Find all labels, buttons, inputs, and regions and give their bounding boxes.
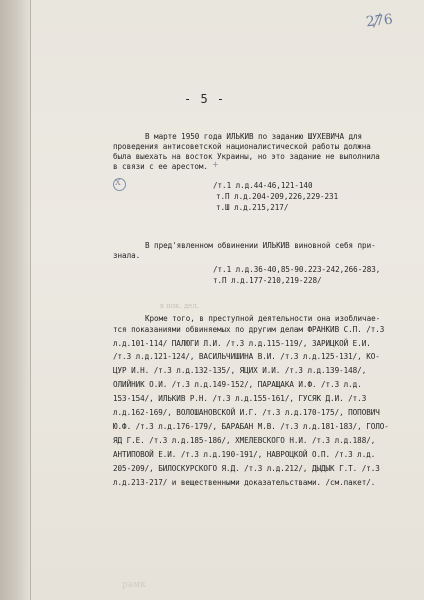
faint-bleedthrough-note: в пок. дел. [160, 302, 199, 310]
ref2-line-1: /т.1 л.д.36-40,85-90.223-242,266-283, [213, 265, 381, 274]
fold-line [30, 0, 31, 600]
para3-line-6: ОЛИЙНИК О.И. /т.3 л.д.149-152/, ПАРАЩАКА И.Ф. /т.3 л.д. [113, 380, 362, 389]
para3-line-13: л.д.213-217/ и вещественными доказательствами. /см.пакет/. [113, 478, 376, 487]
para3-line-4: /т.3 л.д.121-124/, ВАСИЛЬЧИШИНА В.И. /т.3 л.д.125-131/, КО- [113, 352, 380, 361]
para1-line-4: в связи с ее арестом. [113, 162, 208, 171]
para3-line-1: Кроме того, в преступной деятельности она изобличае- [145, 314, 381, 323]
para3-line-10: ЯД Г.Е. /т.3 л.д.185-186/, ХМЕЛЕВСКОГО Н.И. /т.3 л.д.188/, [113, 436, 376, 445]
page-number: - 5 - [184, 92, 226, 106]
para3-line-5: ЦУР И.Н. /т.3 л.д.132-135/, ЯЦИХ И.И. /т.3 л.д.139-148/, [113, 366, 367, 375]
para1-line-3: была выехать на восток Украины, но это задание не выполнила [113, 152, 380, 161]
para1-line-1: В марте 1950 года ИЛЬКИВ по заданию ШУХЕВИЧА для [145, 132, 363, 141]
binding-edge [0, 0, 30, 600]
pencil-plus-mark: + [212, 160, 219, 169]
para2-line-1: В пред'явленном обвинении ИЛЬКИВ виновной себя при- [145, 241, 376, 250]
faint-bottom-mark: рамк [122, 580, 146, 590]
para3-line-8: л.д.162-169/, ВОЛОШАНОВСКОЙ И.Г. /т.3 л.д.170-175/, ПОПОВИЧ [113, 408, 380, 417]
para3-line-9: Ю.Ф. /т.3 л.д.176-179/, БАРАБАН М.В. /т.3 л.д.181-183/, ГОЛО- [113, 422, 389, 431]
para2-line-2: знала. [113, 251, 141, 260]
ref1-line-2: т.П л.д.204-209,226,229-231 [216, 192, 339, 201]
para3-line-2: тся показаниями обвиняемых по другим делам ФРАНКИВ С.П. /т.3 [113, 325, 385, 334]
circled-mark-letter: X [115, 178, 121, 187]
ref2-line-2: т.П л.д.177-210,219-228/ [213, 276, 322, 285]
folio-number: 276 [365, 11, 394, 31]
para3-line-12: 205-209/, БИЛОСКУРСКОГО Я.Д. /т.3 л.д.212/, ДЫДЫК Г.Т. /т.3 [113, 464, 380, 473]
ref1-line-1: /т.1 л.д.44-46,121-140 [213, 181, 313, 190]
para3-line-11: АНТИПОВОЙ Е.И. /т.3 л.д.190-191/, НАВРОЦКОЙ О.П. /т.3 л.д. [113, 450, 376, 459]
para1-line-2: проведения антисоветской националистической работы должна [113, 142, 371, 151]
para3-line-7: 153-154/, ИЛЬКИВ Р.Н. /т.3 л.д.155-161/, ГУСЯК Д.И. /т.3 [113, 394, 367, 403]
para3-line-3: л.д.101-114/ ПАЛЮГИ Л.И. /т.3 л.д.115-119/, ЗАРИЦКОЙ Е.И. [113, 339, 371, 348]
ref1-line-3: т.Ш л.д.215,217/ [216, 203, 289, 212]
